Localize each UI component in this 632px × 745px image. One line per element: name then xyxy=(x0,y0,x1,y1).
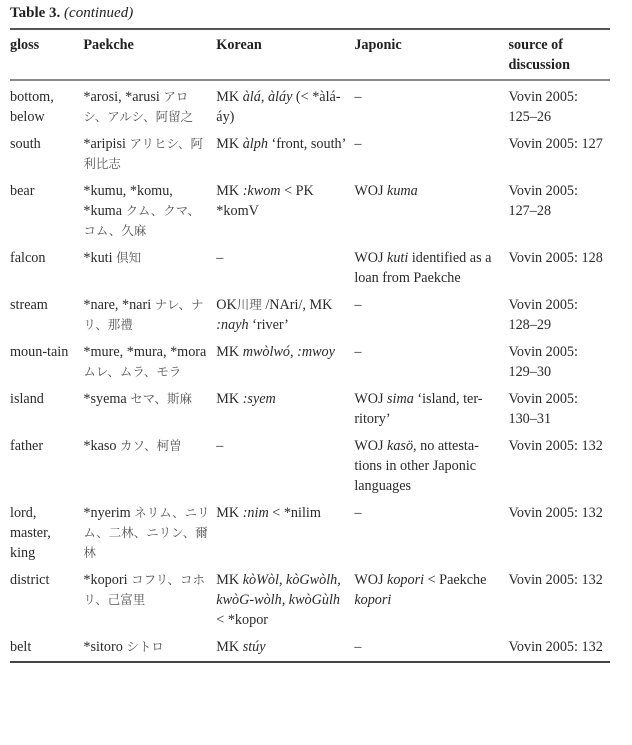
cell-korean xyxy=(216,80,354,127)
cell-source: Vovin 2005: 132 xyxy=(508,572,603,588)
cjk-text: ムレ、ムラ、モラ xyxy=(83,364,182,379)
italic-text: mwòlwó xyxy=(242,344,291,360)
text: , xyxy=(290,344,298,360)
text: MK xyxy=(216,344,243,360)
text: MK xyxy=(216,183,243,199)
cell-korean xyxy=(216,241,354,288)
italic-text: :kwom xyxy=(242,183,281,199)
text: – xyxy=(354,344,362,360)
cell-japonic xyxy=(354,288,508,335)
cjk-text: ナレ、ナリ、那禮 xyxy=(83,297,204,332)
text: *sitoro xyxy=(83,639,127,655)
text: – xyxy=(354,136,362,152)
text: MK xyxy=(216,89,243,105)
cell-korean xyxy=(216,174,354,241)
cell-japonic xyxy=(354,241,508,288)
cjk-text: ネリム、ニリム、二林、ニリン、爾林 xyxy=(83,505,210,560)
cell-japonic xyxy=(354,127,508,174)
header-korean: Korean xyxy=(216,37,262,53)
cell-gloss: bear xyxy=(10,183,35,199)
cell-paekche xyxy=(83,563,216,630)
cell-japonic xyxy=(354,630,508,662)
text: *kuti xyxy=(83,250,117,266)
cell-gloss: moun-tain xyxy=(10,344,69,360)
cell-paekche xyxy=(83,335,216,382)
table-row xyxy=(10,127,610,174)
cell-korean xyxy=(216,127,354,174)
text: – xyxy=(354,639,362,655)
text: – xyxy=(354,89,362,105)
text: identified as a loan from Paekche xyxy=(354,250,492,286)
text: – xyxy=(354,505,362,521)
italic-text: àlá xyxy=(242,89,261,105)
text: MK xyxy=(216,136,243,152)
table-row xyxy=(10,335,610,382)
table-row xyxy=(10,630,610,662)
italic-text: :nayh xyxy=(216,317,249,333)
text: WOJ xyxy=(354,250,388,266)
text: *kaso xyxy=(83,438,121,454)
cell-korean xyxy=(216,335,354,382)
italic-text: :nim xyxy=(242,505,269,521)
text: < *kopor xyxy=(216,612,269,628)
cell-korean xyxy=(216,496,354,563)
text: WOJ xyxy=(354,391,388,407)
table-row xyxy=(10,288,610,335)
text: (< *àlá-áy) xyxy=(216,89,341,125)
cell-paekche xyxy=(83,429,216,496)
text: WOJ xyxy=(354,183,388,199)
cell-paekche xyxy=(83,127,216,174)
cell-source: Vovin 2005: 127–28 xyxy=(508,183,578,219)
text: < Paekche xyxy=(424,572,487,588)
cjk-text: 倶知 xyxy=(116,250,142,265)
text: – xyxy=(216,250,224,266)
italic-text: kopori xyxy=(387,572,425,588)
cell-source: Vovin 2005: 132 xyxy=(508,639,603,655)
cell-gloss: falcon xyxy=(10,250,46,266)
italic-text: kasö xyxy=(387,438,414,454)
text: MK xyxy=(216,572,243,588)
cell-japonic xyxy=(354,563,508,630)
cell-source: Vovin 2005: 128 xyxy=(508,250,603,266)
cell-paekche xyxy=(83,174,216,241)
header-source: source of discussion xyxy=(508,37,570,73)
cell-source: Vovin 2005: 127 xyxy=(508,136,603,152)
cjk-text: カソ、柯曽 xyxy=(120,438,182,453)
text: *aripisi xyxy=(83,136,130,152)
text: ‘river’ xyxy=(248,317,289,333)
cjk-text: 川理 xyxy=(236,297,262,312)
header-gloss: gloss xyxy=(10,37,40,53)
cell-source: Vovin 2005: 128–29 xyxy=(508,297,578,333)
italic-text: kuma xyxy=(387,183,418,199)
text: < *nilim xyxy=(268,505,321,521)
table-row xyxy=(10,382,610,429)
cell-paekche xyxy=(83,496,216,563)
text: – xyxy=(354,297,362,313)
cjk-text: アロシ、アルシ、阿留之 xyxy=(83,89,194,124)
italic-text: stúy xyxy=(242,639,266,655)
italic-text: kuti xyxy=(387,250,409,266)
table-row xyxy=(10,496,610,563)
cell-source: Vovin 2005: 130–31 xyxy=(508,391,578,427)
italic-text: :mwoy xyxy=(297,344,335,360)
text: *arosi, *arusi xyxy=(83,89,164,105)
cjk-text: セマ、斯麻 xyxy=(130,391,193,406)
text: *syema xyxy=(83,391,131,407)
table-body xyxy=(10,80,610,662)
cell-japonic xyxy=(354,496,508,563)
table-row xyxy=(10,429,610,496)
italic-text: :syem xyxy=(242,391,276,407)
cjk-text: シトロ xyxy=(126,639,164,654)
header-japonic: Japonic xyxy=(354,37,402,53)
cell-japonic xyxy=(354,382,508,429)
cell-source: Vovin 2005: 132 xyxy=(508,438,603,454)
cell-korean xyxy=(216,563,354,630)
cjk-text: アリヒシ、阿利比志 xyxy=(83,136,204,171)
table-row xyxy=(10,174,610,241)
cell-korean xyxy=(216,288,354,335)
cell-japonic xyxy=(354,174,508,241)
header-row xyxy=(10,29,610,80)
table-header xyxy=(10,29,610,80)
text: OK xyxy=(216,297,237,313)
table-row xyxy=(10,80,610,127)
text: – xyxy=(216,438,224,454)
text: , no attesta-tions in other Japonic languages xyxy=(354,438,479,494)
text: *mure, *mura, *mora xyxy=(83,344,207,360)
cell-gloss: belt xyxy=(10,639,32,655)
cell-paekche xyxy=(83,241,216,288)
text: WOJ xyxy=(354,572,388,588)
paekche-vocabulary-table xyxy=(10,28,610,663)
cell-source: Vovin 2005: 125–26 xyxy=(508,89,578,125)
table-label: Table 3. xyxy=(10,5,61,21)
table-caption xyxy=(10,5,133,22)
text: /NAri/, MK xyxy=(261,297,333,313)
header-paekche: Paekche xyxy=(83,37,134,53)
cell-gloss: stream xyxy=(10,297,48,313)
text: *nare, *nari xyxy=(83,297,155,313)
text: ‘island, ter-ritory’ xyxy=(354,391,483,427)
table-caption-note: (continued) xyxy=(64,5,134,21)
cell-gloss: lord, master, king xyxy=(10,505,51,561)
text: MK xyxy=(216,391,243,407)
text: ‘front, south’ xyxy=(267,136,347,152)
cell-korean xyxy=(216,429,354,496)
table-row xyxy=(10,241,610,288)
italic-text: àlph xyxy=(242,136,268,152)
cell-gloss: south xyxy=(10,136,41,152)
cell-korean xyxy=(216,382,354,429)
italic-text: kòWòl, kòGwòlh, kwòG-wòlh, kwòGùlh xyxy=(216,572,341,608)
cell-gloss: district xyxy=(10,572,50,588)
text: , xyxy=(260,89,268,105)
cell-paekche xyxy=(83,630,216,662)
text: MK xyxy=(216,639,243,655)
italic-text: kopori xyxy=(354,592,392,608)
italic-text: àláy xyxy=(267,89,293,105)
cjk-text: コフリ、コホリ、己富里 xyxy=(83,572,205,607)
text: *kopori xyxy=(83,572,132,588)
cell-paekche xyxy=(83,288,216,335)
cell-source: Vovin 2005: 129–30 xyxy=(508,344,578,380)
text: < PK *komV xyxy=(216,183,314,219)
cell-paekche xyxy=(83,80,216,127)
cell-japonic xyxy=(354,335,508,382)
text: *kumu, *komu, *kuma xyxy=(83,183,173,219)
cell-paekche xyxy=(83,382,216,429)
cjk-text: クム、クマ、コム、久麻 xyxy=(83,203,200,238)
cell-japonic xyxy=(354,429,508,496)
text: MK xyxy=(216,505,243,521)
text: *nyerim xyxy=(83,505,135,521)
cell-gloss: bottom, below xyxy=(10,89,54,125)
cell-source: Vovin 2005: 132 xyxy=(508,505,603,521)
text: WOJ xyxy=(354,438,388,454)
cell-gloss: island xyxy=(10,391,44,407)
italic-text: sima xyxy=(387,391,414,407)
table-row xyxy=(10,563,610,630)
cell-japonic xyxy=(354,80,508,127)
cell-gloss: father xyxy=(10,438,44,454)
cell-korean xyxy=(216,630,354,662)
